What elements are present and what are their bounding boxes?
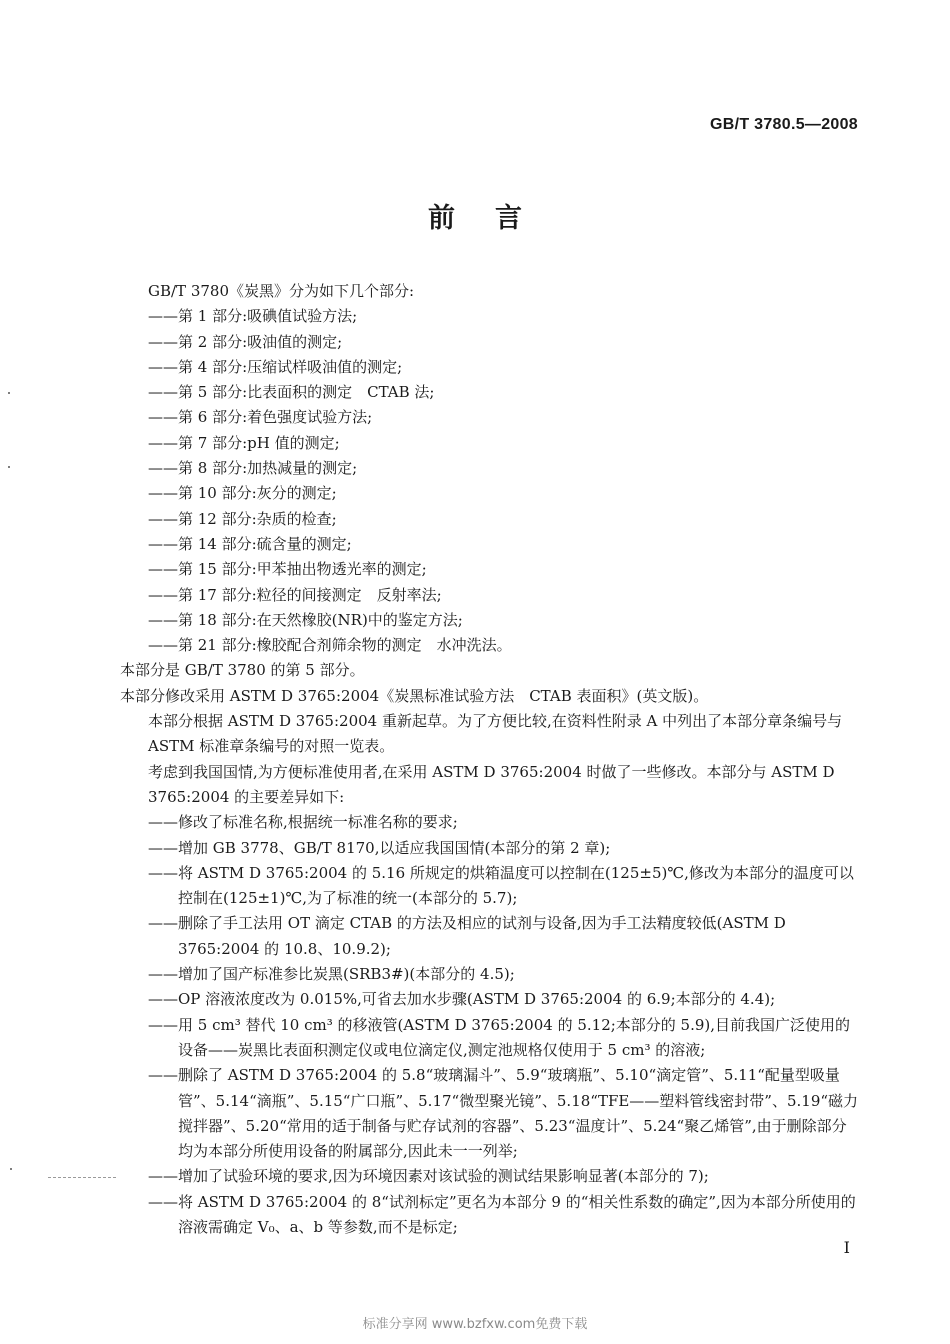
paragraph: ——增加 GB 3778、GB/T 8170,以适应我国国情(本部分的第 2 章); [148,838,611,857]
paragraph: ——第 7 部分:pH 值的测定; [148,433,340,452]
paragraph: ——第 14 部分:硫含量的测定; [148,534,352,553]
paragraph: ——删除了手工法用 OT 滴定 CTAB 的方法及相应的试剂与设备,因为手工法精度较低(ASTM D 3765:2004 的 10.8、10.9.2); [148,914,786,958]
paragraph: GB/T 3780《炭黑》分为如下几个部分: [148,282,415,300]
paragraph: ——第 8 部分:加热减量的测定; [148,459,358,478]
paragraph: ——增加了国产标准参比炭黑(SRB3#)(本部分的 4.5); [148,965,515,984]
paragraph: 考虑到我国国情,为方便标准使用者,在采用 ASTM D 3765:2004 时做了一些修改。本部分与 ASTM D 3765:2004 的主要差异如下: [148,762,835,806]
document-body [120,279,860,1240]
page-number: I [843,1238,850,1257]
scan-dash-mark [48,1177,116,1178]
page-title: 前言 [428,203,562,234]
paragraph: ——用 5 cm³ 替代 10 cm³ 的移液管(ASTM D 3765:2004 的 5.12;本部分的 5.9),目前我国广泛使用的设备——炭黑比表面积测定仪或电位滴定仪,测定池规格仅使用于 5 cm³ 的溶液; [148,1015,851,1059]
paragraph: ——删除了 ASTM D 3765:2004 的 5.8“玻璃漏斗”、5.9“玻璃瓶”、5.10“滴定管”、5.11“配量型吸量管”、5.14“滴瓶”、5.15“广口瓶”、5.17“微型聚光镜”、5.18“TFE——塑料管线密封带”、5.19“磁力搅拌器”、5.20“常用的适于制备与贮存试剂的容器”、5.23“温度计”、5.24“聚乙烯管”,由于删除部分均为本部分所使用设备的附属部分,因此未一一列举; [148,1066,859,1161]
paragraph: ——修改了标准名称,根据统一标准名称的要求; [148,813,458,832]
paragraph: 本部分根据 ASTM D 3765:2004 重新起草。为了方便比较,在资料性附录 A 中列出了本部分章条编号与 ASTM 标准章条编号的对照一览表。 [148,712,843,756]
footer-watermark: 标准分享网 www.bzfxw.com免费下载 [362,1317,588,1332]
paragraph: ——第 15 部分:甲苯抽出物透光率的测定; [148,560,427,579]
paragraph: ——第 12 部分:杂质的检查; [148,509,337,528]
scan-dot [8,466,10,468]
paragraph: ——将 ASTM D 3765:2004 的 5.16 所规定的烘箱温度可以控制在(125±5)℃,修改为本部分的温度可以控制在(125±1)℃,为了标准的统一(本部分的 5.7); [148,863,854,908]
paragraph: ——第 21 部分:橡胶配合剂筛余物的测定 水冲洗法。 [148,636,512,655]
paragraph: ——第 10 部分:灰分的测定; [148,484,337,503]
paragraph: ——第 1 部分:吸碘值试验方法; [148,307,358,326]
paragraph: ——第 17 部分:粒径的间接测定 反射率法; [148,585,442,604]
paragraph: ——第 2 部分:吸油值的测定; [148,332,343,351]
paragraph: 本部分修改采用 ASTM D 3765:2004《炭黑标准试验方法 CTAB 表面积》(英文版)。 [120,686,709,705]
paragraph: ——OP 溶液浓度改为 0.015%,可省去加水步骤(ASTM D 3765:2004 的 6.9;本部分的 4.4); [148,990,776,1009]
paragraph: ——第 5 部分:比表面积的测定 CTAB 法; [148,383,435,402]
paragraph: ——增加了试验环境的要求,因为环境因素对该试验的测试结果影响显著(本部分的 7); [148,1167,709,1186]
standard-code: GB/T 3780.5—2008 [710,116,858,133]
scan-dot [10,1168,12,1170]
paragraph: 本部分是 GB/T 3780 的第 5 部分。 [120,661,365,680]
paragraph: ——第 4 部分:压缩试样吸油值的测定; [148,357,403,376]
paragraph: ——将 ASTM D 3765:2004 的 8“试剂标定”更名为本部分 9 的“相关性系数的确定”,因为本部分所使用的溶液需确定 V₀、a、b 等参数,而不是标定; [148,1192,856,1236]
scan-dot [8,392,10,394]
paragraph: ——第 18 部分:在天然橡胶(NR)中的鉴定方法; [148,610,463,629]
paragraph: ——第 6 部分:着色强度试验方法; [148,408,373,427]
